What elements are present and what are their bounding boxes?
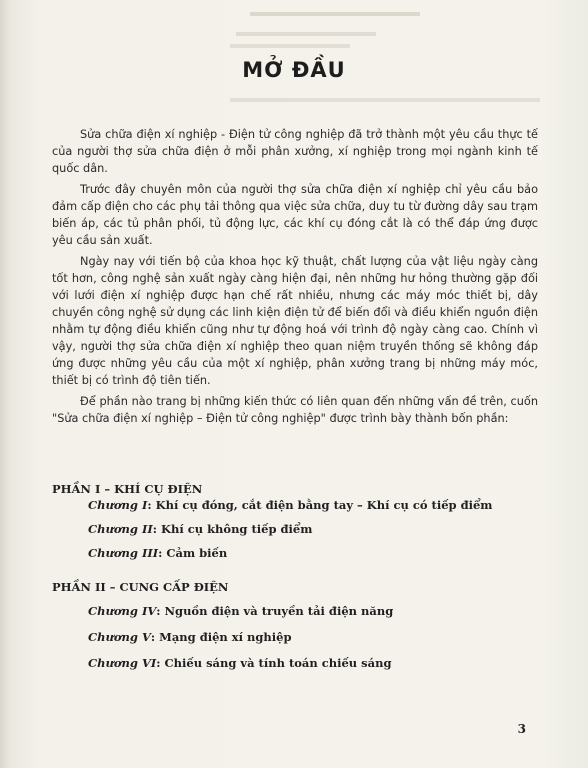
chapter-entry <box>88 522 312 536</box>
chapter-entry <box>88 604 393 618</box>
chapter-entry <box>88 498 492 512</box>
chapter-entry <box>88 656 392 670</box>
part-heading: PHẦN II – CUNG CẤP ĐIỆN <box>52 580 229 594</box>
page-number: 3 <box>517 722 526 736</box>
part-heading: PHẦN I – KHÍ CỤ ĐIỆN <box>52 482 203 496</box>
paragraph: Trước đây chuyên môn của người thợ sửa chữa điện xí nghiệp chỉ yêu cầu bảo đảm cấp điện cho các phụ tải thông qua việc sửa chữa, duy tu từ đường dây sau trạm biến áp, các tủ phân phối, tủ động lực, các khí cụ đóng cắt là có thể đáp ứng được yêu cầu sản xuất. <box>52 183 538 247</box>
chapter-number: Chương V <box>88 630 151 644</box>
chapter-entry <box>88 630 292 644</box>
paragraph: Để phần nào trang bị những kiến thức có liên quan đến những vấn đề trên, cuốn "Sửa chữa điện xí nghiệp – Điện tử công nghiệp" được trình bày thành bốn phần: <box>52 395 538 425</box>
chapter-title: : Khí cụ không tiếp điểm <box>152 522 313 536</box>
chapter-number: Chương III <box>88 546 159 560</box>
chapter-title: : Chiếu sáng và tính toán chiếu sáng <box>156 656 392 670</box>
chapter-entry <box>88 546 227 560</box>
chapter-title: : Khí cụ đóng, cắt điện bằng tay – Khí cụ có tiếp điểm <box>147 498 493 512</box>
page-title: MỞ ĐẦU <box>242 58 346 82</box>
table-of-contents <box>52 0 538 768</box>
chapter-number: Chương I <box>88 498 148 512</box>
paragraph: Ngày nay với tiến bộ của khoa học kỹ thuật, chất lượng của vật liệu ngày càng tốt hơn, công nghệ sản xuất ngày càng hiện đại, nên những hư hỏng thường gặp đối với lưới điện xí nghiệp được hạn chế rất nhiều, nhưng các máy móc thiết bị, dây chuyền công nghệ sử dụng các linh kiện điện tử để biến đổi và điều khiển nguồn điện nhằm tự động điều khiển cũng như tự động hoá với trình độ ngày càng cao. Chính vì vậy, người thợ sửa chữa điện xí nghiệp theo quan niệm truyền thống sẽ không đáp ứng được những yêu cầu của một xí nghiệp, phân xưởng trang bị những máy móc, thiết bị có trình độ tiên tiến. <box>52 255 538 387</box>
chapter-title: : Nguồn điện và truyền tải điện năng <box>156 604 394 618</box>
chapter-number: Chương IV <box>88 604 157 618</box>
chapter-title: : Cảm biến <box>158 546 228 560</box>
chapter-number: Chương VI <box>88 656 157 670</box>
paragraph: Sửa chữa điện xí nghiệp - Điện tử công nghiệp đã trở thành một yêu cầu thực tế của người thợ sửa chữa điện ở mỗi phân xưởng, xí nghiệp trong mọi ngành kinh tế quốc dân. <box>52 128 538 175</box>
chapter-title: : Mạng điện xí nghiệp <box>150 630 292 644</box>
chapter-number: Chương II <box>88 522 153 536</box>
